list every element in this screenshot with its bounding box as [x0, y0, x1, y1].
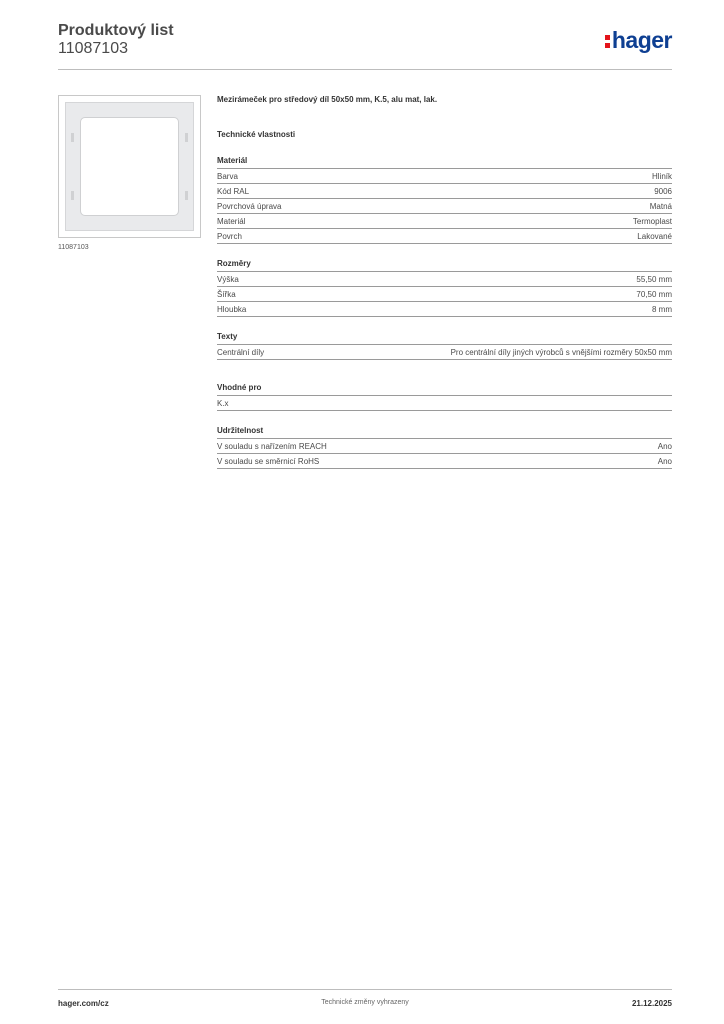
row-value: 9006 — [654, 187, 672, 196]
document-title: Produktový list — [58, 22, 174, 39]
image-caption: 11087103 — [58, 244, 89, 251]
frame-notch — [71, 133, 74, 142]
row-value: 55,50 mm — [636, 275, 672, 284]
row-value: Matná — [649, 202, 672, 211]
table-row — [217, 302, 672, 317]
section-dimensions — [217, 258, 672, 317]
table-row — [217, 169, 672, 184]
row-value: Termoplast — [632, 217, 672, 226]
row-value: 70,50 mm — [636, 290, 672, 299]
row-label: V souladu se směrnicí RoHS — [217, 457, 320, 466]
footer-notice: Technické změny vyhrazeny — [321, 999, 409, 1006]
footer-website: hager.com/cz — [58, 999, 109, 1008]
row-value: Lakované — [637, 232, 672, 241]
logo-dots-icon — [605, 32, 610, 49]
row-label: Povrchová úprava — [217, 202, 282, 211]
frame-inner — [80, 117, 179, 216]
row-label: Povrch — [217, 232, 242, 241]
row-label: Barva — [217, 172, 238, 181]
section-material — [217, 155, 672, 244]
frame-notch — [185, 191, 188, 200]
page-footer — [58, 989, 672, 1008]
table-row — [217, 396, 672, 411]
product-number: 11087103 — [58, 40, 128, 57]
section-title: Vhodné pro — [217, 382, 672, 396]
section-sustainability — [217, 425, 672, 469]
product-description: Mezirámeček pro středový díl 50x50 mm, K.5, alu mat, lak. — [217, 95, 438, 104]
section-title: Texty — [217, 331, 672, 345]
table-row — [217, 439, 672, 454]
row-value: Ano — [657, 442, 672, 451]
table-row — [217, 454, 672, 469]
table-row — [217, 214, 672, 229]
row-value: Pro centrální díly jiných výrobců s vnějšími rozměry 50x50 mm — [450, 348, 672, 357]
row-label: Výška — [217, 275, 239, 284]
section-title: Udržitelnost — [217, 425, 672, 439]
logo-text: hager — [611, 27, 672, 53]
row-value: Hliník — [651, 172, 672, 181]
row-label: Kód RAL — [217, 187, 250, 196]
frame-notch — [185, 133, 188, 142]
row-label: Materiál — [217, 217, 246, 226]
row-label: Šířka — [217, 290, 236, 299]
table-row — [217, 272, 672, 287]
product-details — [217, 94, 672, 469]
row-label: Hloubka — [217, 305, 247, 314]
section-suitable-for — [217, 382, 672, 411]
technical-properties-heading: Technické vlastnosti — [217, 130, 296, 139]
table-row — [217, 184, 672, 199]
row-label: K.x — [217, 399, 229, 408]
row-label: Centrální díly — [217, 348, 265, 357]
table-row — [217, 199, 672, 214]
table-row — [217, 229, 672, 244]
hager-logo — [605, 27, 672, 53]
section-title: Materiál — [217, 155, 672, 169]
section-title: Rozměry — [217, 258, 672, 272]
frame-outer — [65, 102, 194, 231]
row-value: Ano — [657, 457, 672, 466]
frame-notch — [71, 191, 74, 200]
row-value: 8 mm — [652, 305, 672, 314]
product-image — [58, 95, 201, 238]
row-label: V souladu s nařízením REACH — [217, 442, 327, 451]
footer-date: 21.12.2025 — [631, 999, 672, 1008]
table-row — [217, 345, 672, 360]
page-header — [58, 22, 672, 70]
table-row — [217, 287, 672, 302]
section-texts — [217, 331, 672, 360]
